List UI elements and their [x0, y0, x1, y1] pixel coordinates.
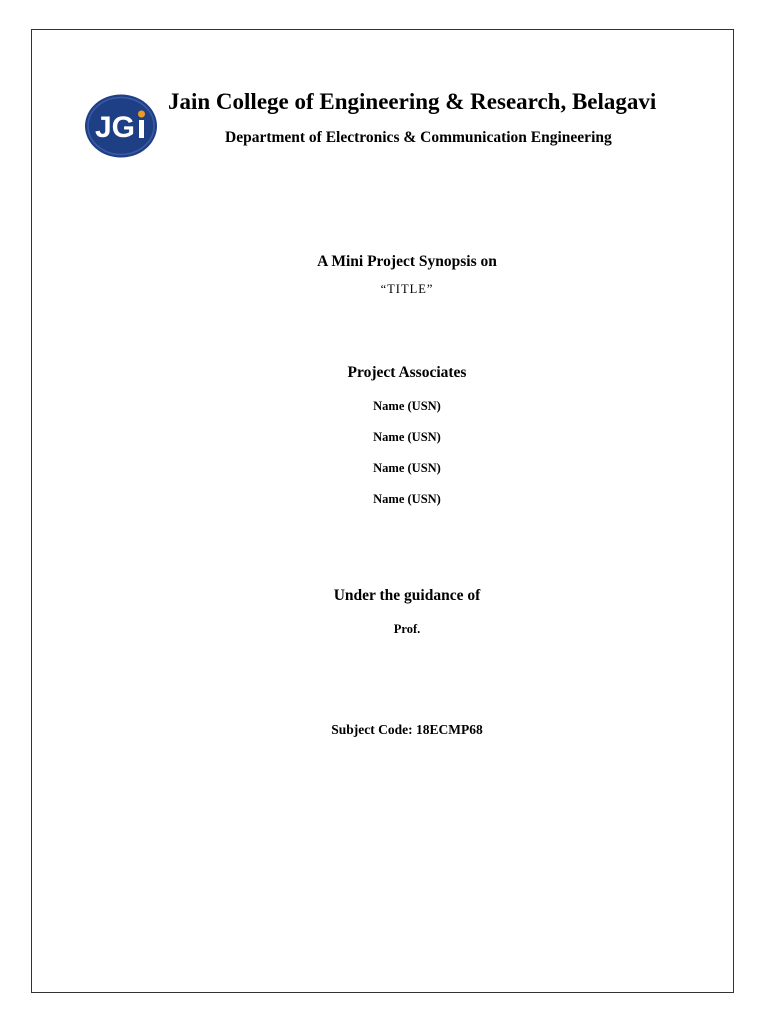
- synopsis-heading: A Mini Project Synopsis on: [317, 253, 497, 270]
- college-logo: [84, 94, 158, 158]
- associate-name: Name (USN): [373, 430, 441, 444]
- page-border: [31, 29, 734, 993]
- college-name: Jain College of Engineering & Research, Belagavi: [168, 89, 657, 114]
- college-logo-icon: [84, 94, 158, 158]
- associate-name: Name (USN): [373, 492, 441, 506]
- department-name: Department of Electronics & Communication Engineering: [225, 129, 612, 146]
- subject-code: Subject Code: 18ECMP68: [331, 722, 483, 737]
- logo-text: JG: [94, 111, 136, 144]
- guide-name: Prof.: [393, 622, 421, 636]
- associate-name: Name (USN): [373, 461, 441, 475]
- project-title: “TITLE”: [380, 282, 434, 296]
- associates-heading: Project Associates: [347, 364, 467, 381]
- guidance-heading: Under the guidance of: [333, 587, 481, 604]
- associate-name: Name (USN): [373, 399, 441, 413]
